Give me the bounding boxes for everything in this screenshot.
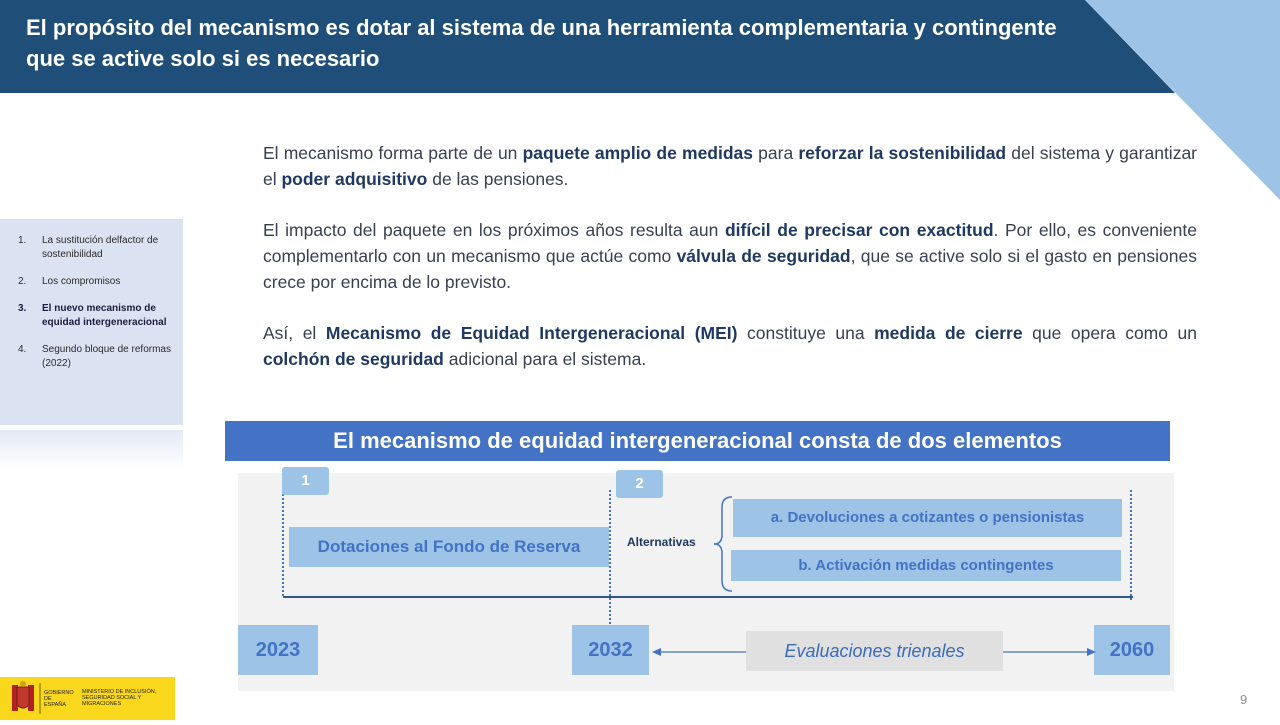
sidebar-item-3[interactable]	[0, 302, 183, 330]
timeline-marker-2023	[282, 490, 284, 596]
alternatives-label: Alternativas	[627, 535, 696, 549]
sidebar-item-2[interactable]	[0, 275, 183, 289]
logo-text: GOBIERNO DE ESPAÑA	[44, 690, 74, 708]
evaluations-label: Evaluaciones trienales	[746, 631, 1003, 671]
alternative-a-box: a. Devoluciones a cotizantes o pensionistas	[733, 499, 1122, 537]
sidebar-item-number: 1.	[18, 235, 27, 246]
element-1-box: Dotaciones al Fondo de Reserva	[289, 527, 609, 567]
text: constituye una	[737, 323, 875, 343]
sidebar-item-number: 2.	[18, 276, 27, 287]
text: de las pensiones.	[427, 169, 569, 189]
text: adicional para el sistema.	[443, 349, 647, 369]
year-2060: 2060	[1094, 625, 1170, 675]
sidebar-nav	[0, 219, 183, 425]
timeline-axis	[283, 596, 1133, 598]
year-2023: 2023	[238, 625, 318, 675]
emphasis: paquete amplio de medidas	[522, 143, 754, 163]
sidebar-item-label: Segundo bloque de reformas (2022)	[42, 344, 171, 369]
text: . Por ello, es conveniente complementarlo con un mecanismo que actúe como	[263, 220, 1197, 266]
text: Así, el	[263, 323, 326, 343]
sidebar-fade	[0, 430, 183, 470]
sidebar-item-4[interactable]	[0, 343, 183, 371]
diagram-banner: El mecanismo de equidad intergeneracional consta de dos elementos	[225, 421, 1170, 461]
alternative-b-box: b. Activación medidas contingentes	[731, 550, 1121, 581]
emphasis: válvula de seguridad	[676, 246, 851, 266]
sidebar-item-label: La sustitución delfactor de sostenibilidad	[42, 235, 159, 260]
text: del sistema y garantizar el	[263, 143, 1198, 189]
element-1-tag: 1	[282, 467, 329, 495]
timeline-marker-2032	[609, 490, 611, 624]
emphasis: poder adquisitivo	[281, 169, 428, 189]
sidebar-item-label: El nuevo mecanismo de equidad intergeneracional	[42, 303, 167, 328]
sidebar-item-label: Los compromisos	[42, 276, 121, 287]
text: para	[753, 143, 799, 163]
text: El impacto del paquete en los próximos años resulta aun	[263, 220, 725, 240]
sidebar-item-number: 3.	[18, 303, 27, 314]
text: , que se active solo si el gasto en pensiones crece por encima de lo previsto.	[263, 246, 1197, 292]
element-2-tag: 2	[616, 470, 663, 498]
emphasis: Mecanismo de Equidad Intergeneracional (MEI)	[325, 323, 738, 343]
emphasis: colchón de seguridad	[263, 349, 444, 369]
body-text	[263, 140, 1197, 397]
page-number: 9	[1240, 692, 1248, 707]
header-bar	[0, 0, 1280, 93]
text: que opera como un	[1022, 323, 1197, 343]
page-title: El propósito del mecanismo es dotar al sistema de una herramienta complementaria y contingente que se active solo si es necesario	[26, 15, 1057, 71]
year-2032: 2032	[572, 625, 649, 675]
paragraph-3	[263, 320, 1197, 372]
ministry-text: MINISTERIO DE INCLUSIÓN, SEGURIDAD SOCIAL Y MIGRACIONES	[82, 689, 157, 707]
text: El mecanismo forma parte de un	[263, 143, 523, 163]
sidebar-item-1[interactable]	[0, 234, 183, 262]
government-logo	[0, 677, 175, 720]
paragraph-1	[263, 140, 1197, 192]
emphasis: difícil de precisar con exactitud	[724, 220, 994, 240]
emphasis: medida de cierre	[874, 323, 1023, 343]
timeline-marker-2060	[1130, 490, 1132, 600]
sidebar-item-number: 4.	[18, 344, 27, 355]
emphasis: reforzar la sostenibilidad	[798, 143, 1007, 163]
paragraph-2	[263, 217, 1197, 295]
